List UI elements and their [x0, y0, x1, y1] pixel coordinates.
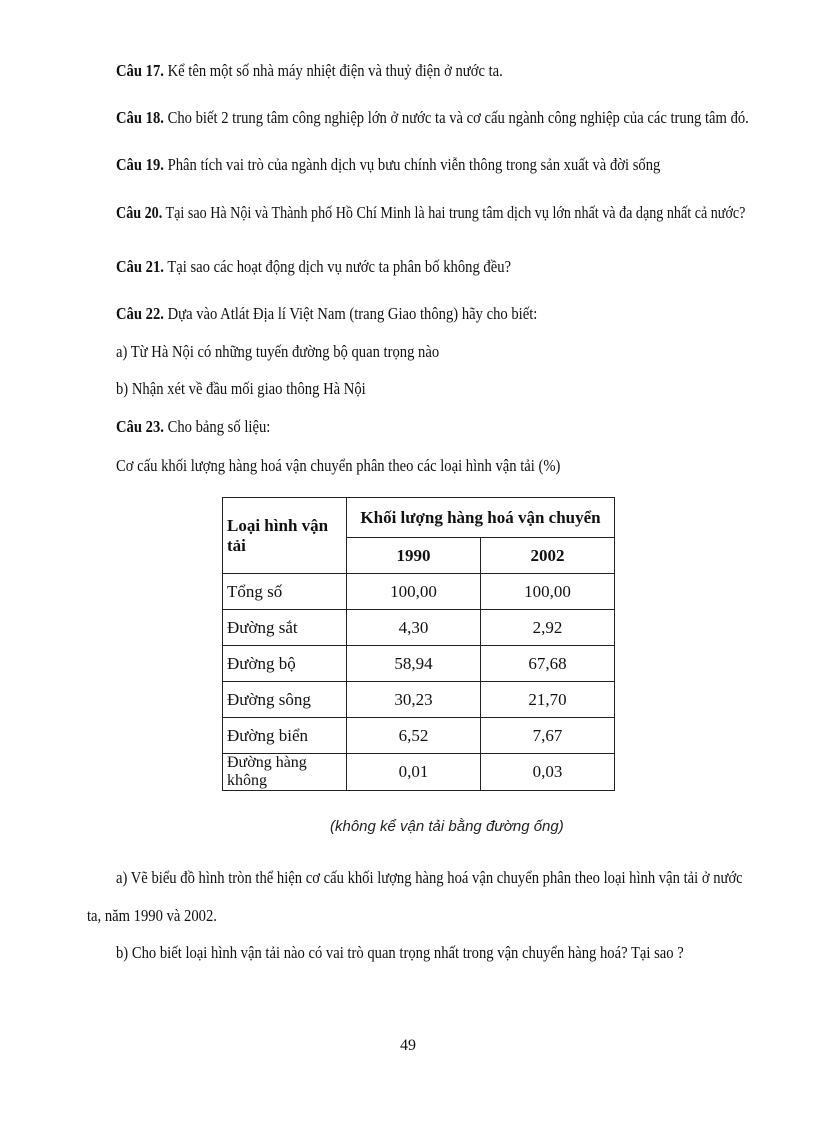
- row-label: Đường hàng không: [223, 754, 347, 791]
- question-label: Câu 21.: [116, 257, 164, 276]
- question-label: Câu 23.: [116, 417, 164, 436]
- question-text: Phân tích vai trò của ngành dịch vụ bưu chính viễn thông trong sản xuất và đời sống: [163, 155, 661, 174]
- group-header: Khối lượng hàng hoá vận chuyển: [347, 498, 615, 538]
- question-text: Cho bảng số liệu:: [163, 417, 271, 436]
- row-label: Đường biển: [223, 718, 347, 754]
- cell-2002: 21,70: [481, 682, 615, 718]
- row-label: Tổng số: [223, 574, 347, 610]
- question-22-part-b: b) Nhận xét về đầu mối giao thông Hà Nội: [116, 379, 366, 398]
- cell-2002: 67,68: [481, 646, 615, 682]
- question-text: Cho biết 2 trung tâm công nghiệp lớn ở nước ta và cơ cấu ngành công nghiệp của các trung tâm đó.: [163, 108, 749, 127]
- question-20: [116, 202, 746, 224]
- table-row: [223, 754, 615, 791]
- cell-1990: 4,30: [347, 610, 481, 646]
- table-row: [223, 574, 615, 610]
- table-row: [223, 718, 615, 754]
- table-header-row: [223, 498, 615, 538]
- cell-1990: 30,23: [347, 682, 481, 718]
- cell-1990: 0,01: [347, 754, 481, 791]
- task-a-line-2: ta, năm 1990 và 2002.: [87, 906, 217, 925]
- question-label: Câu 20.: [116, 203, 163, 222]
- question-label: Câu 19.: [116, 155, 164, 174]
- question-19: [116, 154, 684, 176]
- table-note: (không kể vận tải bằng đường ống): [330, 818, 564, 835]
- table-row: [223, 682, 615, 718]
- question-18: [116, 107, 749, 129]
- question-22: [116, 303, 684, 325]
- cell-2002: 7,67: [481, 718, 615, 754]
- table-row: [223, 610, 615, 646]
- cell-2002: 100,00: [481, 574, 615, 610]
- question-21: [116, 256, 684, 278]
- question-17: [116, 60, 684, 82]
- cell-2002: 0,03: [481, 754, 615, 791]
- table-title: Cơ cấu khối lượng hàng hoá vận chuyển phân theo các loại hình vận tải (%): [116, 456, 561, 475]
- question-23: [116, 416, 684, 438]
- year-header-2002: 2002: [481, 538, 615, 574]
- cell-1990: 58,94: [347, 646, 481, 682]
- task-a-line-1: a) Vẽ biểu đồ hình tròn thể hiện cơ cấu khối lượng hàng hoá vận chuyển phân theo loại hình vận tải ở nước: [116, 868, 743, 887]
- row-label: Đường sắt: [223, 610, 347, 646]
- row-label: Đường sông: [223, 682, 347, 718]
- row-label: Đường bộ: [223, 646, 347, 682]
- question-text: Kể tên một số nhà máy nhiệt điện và thuỷ điện ở nước ta.: [163, 61, 503, 80]
- question-text: Tại sao các hoạt động dịch vụ nước ta phân bố không đều?: [163, 257, 512, 276]
- question-label: Câu 18.: [116, 108, 164, 127]
- cell-1990: 100,00: [347, 574, 481, 610]
- table-row: [223, 646, 615, 682]
- cell-1990: 6,52: [347, 718, 481, 754]
- freight-structure-table: [222, 497, 615, 791]
- year-header-1990: 1990: [347, 538, 481, 574]
- question-text: Dựa vào Atlát Địa lí Việt Nam (trang Giao thông) hãy cho biết:: [163, 304, 538, 323]
- cell-2002: 2,92: [481, 610, 615, 646]
- question-22-part-a: a) Từ Hà Nội có những tuyến đường bộ quan trọng nào: [116, 342, 440, 361]
- question-label: Câu 22.: [116, 304, 164, 323]
- task-b: b) Cho biết loại hình vận tải nào có vai trò quan trọng nhất trong vận chuyển hàng hoá? Tại sao ?: [116, 943, 684, 962]
- question-label: Câu 17.: [116, 61, 164, 80]
- question-text: Tại sao Hà Nội và Thành phố Hồ Chí Minh là hai trung tâm dịch vụ lớn nhất và đa dạng nhất cả nước?: [162, 203, 746, 222]
- page-number: 49: [400, 1037, 416, 1054]
- column-header-transport-type: Loại hình vận tải: [223, 498, 347, 574]
